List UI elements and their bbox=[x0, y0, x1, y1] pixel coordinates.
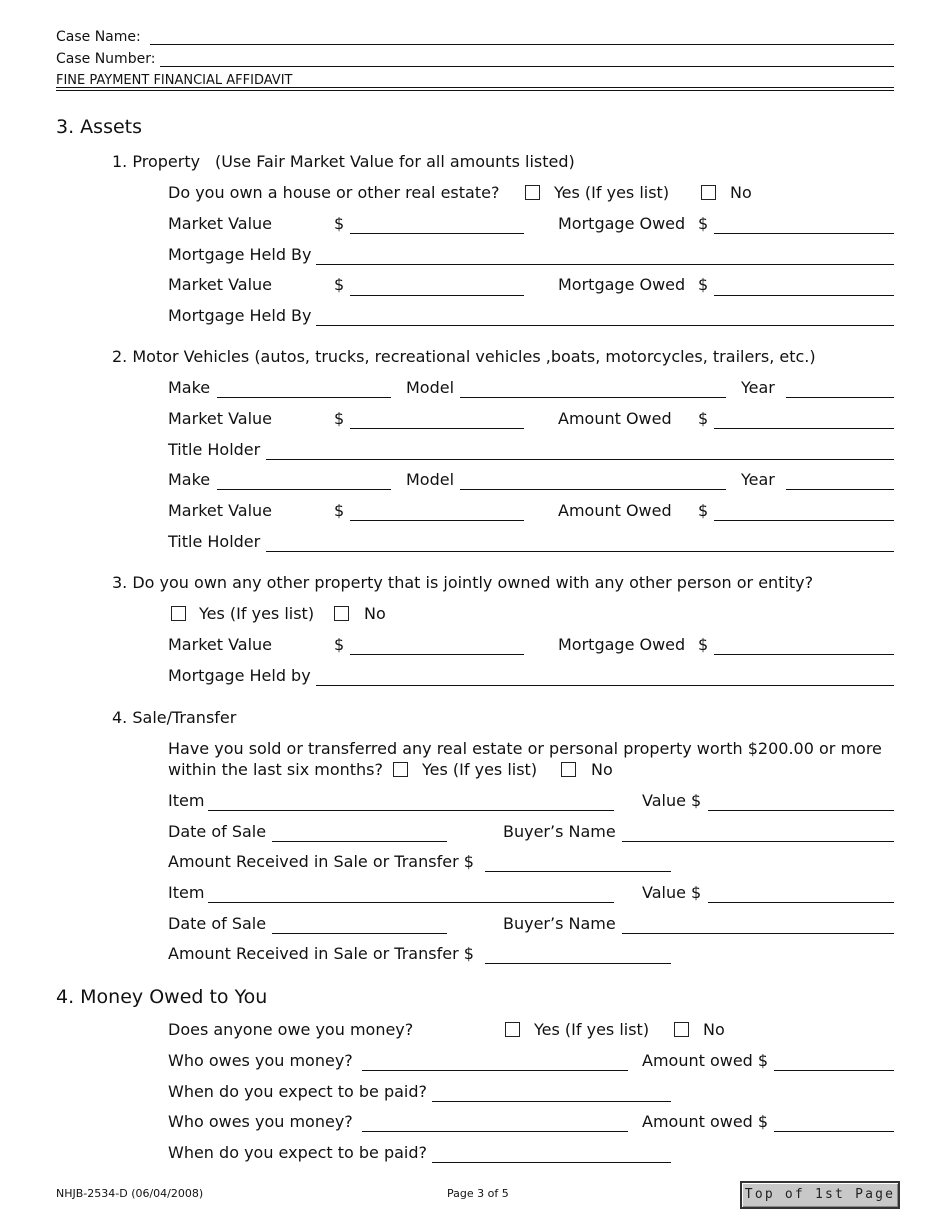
amount-owed-field[interactable] bbox=[714, 428, 894, 429]
dollar-sign: $ bbox=[334, 501, 345, 520]
sale-yes-checkbox[interactable] bbox=[393, 762, 408, 777]
owed-question: Does anyone owe you money? bbox=[168, 1020, 414, 1039]
sale-yes-label: Yes (If yes list) bbox=[422, 760, 538, 779]
header-divider-2 bbox=[56, 90, 894, 91]
market-value-field[interactable] bbox=[350, 428, 524, 429]
amount-received-label: Amount Received in Sale or Transfer $ bbox=[168, 852, 474, 871]
make-label: Make bbox=[168, 378, 211, 397]
who-owes-label: Who owes you money? bbox=[168, 1051, 353, 1070]
title-holder-label: Title Holder bbox=[168, 532, 261, 551]
page-number: Page 3 of 5 bbox=[447, 1187, 509, 1200]
value-field[interactable] bbox=[708, 810, 894, 811]
joint-yes-checkbox[interactable] bbox=[171, 606, 186, 621]
owed-no-checkbox[interactable] bbox=[674, 1022, 689, 1037]
mortgage-owed-label: Mortgage Owed bbox=[558, 635, 686, 654]
mortgage-held-by-label: Mortgage Held By bbox=[168, 245, 312, 264]
amount-owed-label: Amount owed $ bbox=[642, 1051, 769, 1070]
sale-question-line1: Have you sold or transferred any real estate or personal property worth $200.00 or more bbox=[168, 739, 882, 758]
mortgage-held-by-label: Mortgage Held by bbox=[168, 666, 311, 685]
sale-no-checkbox[interactable] bbox=[561, 762, 576, 777]
sale-question-line2: within the last six months? bbox=[168, 760, 383, 779]
mortgage-owed-label: Mortgage Owed bbox=[558, 214, 686, 233]
sale-no-label: No bbox=[591, 760, 613, 779]
amount-owed-field[interactable] bbox=[714, 520, 894, 521]
real-estate-yes-checkbox[interactable] bbox=[525, 185, 540, 200]
property-title: 1. Property bbox=[112, 152, 201, 171]
amount-received-label: Amount Received in Sale or Transfer $ bbox=[168, 944, 474, 963]
property-note: (Use Fair Market Value for all amounts listed) bbox=[215, 152, 575, 171]
amount-received-field[interactable] bbox=[485, 963, 671, 964]
joint-yes-label: Yes (If yes list) bbox=[199, 604, 315, 623]
market-value-field[interactable] bbox=[350, 233, 524, 234]
market-value-label: Market Value bbox=[168, 275, 273, 294]
model-field[interactable] bbox=[460, 397, 726, 398]
item-label: Item bbox=[168, 791, 205, 810]
buyers-name-label: Buyer’s Name bbox=[503, 914, 616, 933]
amount-owed-field[interactable] bbox=[774, 1070, 894, 1071]
amount-owed-field[interactable] bbox=[774, 1131, 894, 1132]
title-holder-field[interactable] bbox=[266, 551, 894, 552]
dollar-sign: $ bbox=[698, 635, 709, 654]
joint-property-title: 3. Do you own any other property that is jointly owned with any other person or entity? bbox=[112, 573, 814, 592]
market-value-label: Market Value bbox=[168, 501, 273, 520]
amount-owed-label: Amount Owed bbox=[558, 501, 672, 520]
real-estate-no-checkbox[interactable] bbox=[701, 185, 716, 200]
year-field[interactable] bbox=[786, 489, 894, 490]
year-field[interactable] bbox=[786, 397, 894, 398]
dollar-sign: $ bbox=[698, 501, 709, 520]
buyers-name-field[interactable] bbox=[622, 933, 894, 934]
dollar-sign: $ bbox=[334, 635, 345, 654]
section-money-owed-heading: 4. Money Owed to You bbox=[56, 986, 268, 1008]
section-assets-heading: 3. Assets bbox=[56, 116, 143, 138]
dollar-sign: $ bbox=[334, 275, 345, 294]
mortgage-held-by-field[interactable] bbox=[316, 264, 894, 265]
mortgage-held-by-label: Mortgage Held By bbox=[168, 306, 312, 325]
mortgage-owed-field[interactable] bbox=[714, 233, 894, 234]
market-value-label: Market Value bbox=[168, 409, 273, 428]
date-of-sale-label: Date of Sale bbox=[168, 914, 267, 933]
buyers-name-field[interactable] bbox=[622, 841, 894, 842]
model-label: Model bbox=[406, 378, 455, 397]
item-field[interactable] bbox=[208, 810, 614, 811]
case-name-label: Case Name: bbox=[56, 29, 141, 45]
owed-yes-checkbox[interactable] bbox=[505, 1022, 520, 1037]
header-divider bbox=[56, 87, 894, 88]
value-label: Value $ bbox=[642, 791, 702, 810]
item-label: Item bbox=[168, 883, 205, 902]
case-number-field[interactable] bbox=[160, 66, 894, 67]
value-label: Value $ bbox=[642, 883, 702, 902]
mortgage-held-by-field[interactable] bbox=[316, 325, 894, 326]
model-field[interactable] bbox=[460, 489, 726, 490]
year-label: Year bbox=[741, 470, 775, 489]
case-name-field[interactable] bbox=[150, 44, 894, 45]
sale-transfer-title: 4. Sale/Transfer bbox=[112, 708, 237, 727]
vehicles-title: 2. Motor Vehicles (autos, trucks, recreational vehicles ,boats, motorcycles, trailers, etc.) bbox=[112, 347, 816, 366]
mortgage-owed-field[interactable] bbox=[714, 295, 894, 296]
mortgage-owed-field[interactable] bbox=[714, 654, 894, 655]
owed-yes-label: Yes (If yes list) bbox=[534, 1020, 650, 1039]
who-owes-field[interactable] bbox=[362, 1131, 628, 1132]
mortgage-owed-label: Mortgage Owed bbox=[558, 275, 686, 294]
make-field[interactable] bbox=[217, 489, 391, 490]
form-title: FINE PAYMENT FINANCIAL AFFIDAVIT bbox=[56, 73, 293, 88]
market-value-field[interactable] bbox=[350, 295, 524, 296]
dollar-sign: $ bbox=[334, 409, 345, 428]
year-label: Year bbox=[741, 378, 775, 397]
joint-no-label: No bbox=[364, 604, 386, 623]
item-field[interactable] bbox=[208, 902, 614, 903]
when-paid-label: When do you expect to be paid? bbox=[168, 1082, 428, 1101]
dollar-sign: $ bbox=[698, 409, 709, 428]
title-holder-label: Title Holder bbox=[168, 440, 261, 459]
real-estate-yes-label: Yes (If yes list) bbox=[554, 183, 670, 202]
dollar-sign: $ bbox=[698, 214, 709, 233]
date-of-sale-field[interactable] bbox=[272, 933, 447, 934]
top-of-first-page-button[interactable]: Top of 1st Page bbox=[740, 1181, 900, 1209]
amount-received-field[interactable] bbox=[485, 871, 671, 872]
dollar-sign: $ bbox=[334, 214, 345, 233]
real-estate-no-label: No bbox=[730, 183, 752, 202]
case-number-label: Case Number: bbox=[56, 51, 156, 67]
date-of-sale-field[interactable] bbox=[272, 841, 447, 842]
mortgage-held-by-field[interactable] bbox=[316, 685, 894, 686]
market-value-label: Market Value bbox=[168, 635, 273, 654]
market-value-label: Market Value bbox=[168, 214, 273, 233]
make-field[interactable] bbox=[217, 397, 391, 398]
owed-no-label: No bbox=[703, 1020, 725, 1039]
buyers-name-label: Buyer’s Name bbox=[503, 822, 616, 841]
amount-owed-label: Amount Owed bbox=[558, 409, 672, 428]
value-field[interactable] bbox=[708, 902, 894, 903]
when-paid-label: When do you expect to be paid? bbox=[168, 1143, 428, 1162]
market-value-field[interactable] bbox=[350, 654, 524, 655]
who-owes-field[interactable] bbox=[362, 1070, 628, 1071]
dollar-sign: $ bbox=[698, 275, 709, 294]
when-paid-field[interactable] bbox=[432, 1101, 671, 1102]
make-label: Make bbox=[168, 470, 211, 489]
real-estate-question: Do you own a house or other real estate? bbox=[168, 183, 500, 202]
when-paid-field[interactable] bbox=[432, 1162, 671, 1163]
model-label: Model bbox=[406, 470, 455, 489]
amount-owed-label: Amount owed $ bbox=[642, 1112, 769, 1131]
joint-no-checkbox[interactable] bbox=[334, 606, 349, 621]
form-id: NHJB-2534-D (06/04/2008) bbox=[56, 1187, 204, 1200]
who-owes-label: Who owes you money? bbox=[168, 1112, 353, 1131]
market-value-field[interactable] bbox=[350, 520, 524, 521]
date-of-sale-label: Date of Sale bbox=[168, 822, 267, 841]
title-holder-field[interactable] bbox=[266, 459, 894, 460]
